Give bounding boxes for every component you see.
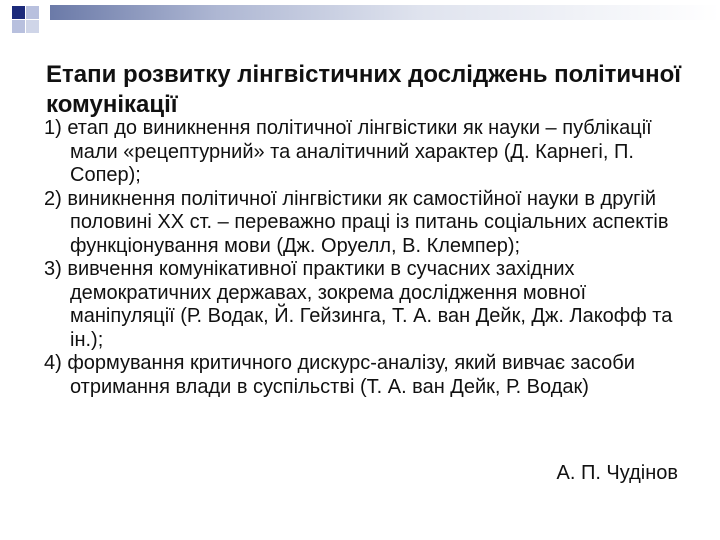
deco-square-light [26, 6, 39, 19]
list-item: 3) вивчення комунікативної практики в сучасних західних демократичних державах, зокрема дослідження мовної маніпуляції (Р. Водак, Й. Гейзинга, Т. А. ван Дейк, Дж. Лакофф та ін.); [44, 258, 673, 351]
deco-square-light [26, 20, 39, 33]
list-item: 2) виникнення політичної лінгвістики як самостійної науки в другій половині ХХ ст. – переважно праці із питань соціальних аспектів функціонування мови (Дж. Оруелл, В. Клемпер); [44, 187, 669, 257]
list-item: 4) формування критичного дискурс-аналізу, який вивчає засоби отримання влади в суспільстві (Т. А. ван Дейк, Р. Водак) [44, 352, 635, 398]
deco-square-light [12, 20, 25, 33]
slide-title: Етапи розвитку лінгвістичних досліджень політичної комунікації [46, 61, 681, 118]
stages-list [44, 117, 684, 399]
decorative-gradient-bar [50, 5, 720, 20]
author-attribution: А. П. Чудінов [556, 462, 678, 484]
deco-square-dark [12, 6, 25, 19]
list-item: 1) етап до виникнення політичної лінгвістики як науки – публікації мали «рецептурний» та аналітичний характер (Д. Карнегі, П. Сопер); [44, 117, 652, 186]
